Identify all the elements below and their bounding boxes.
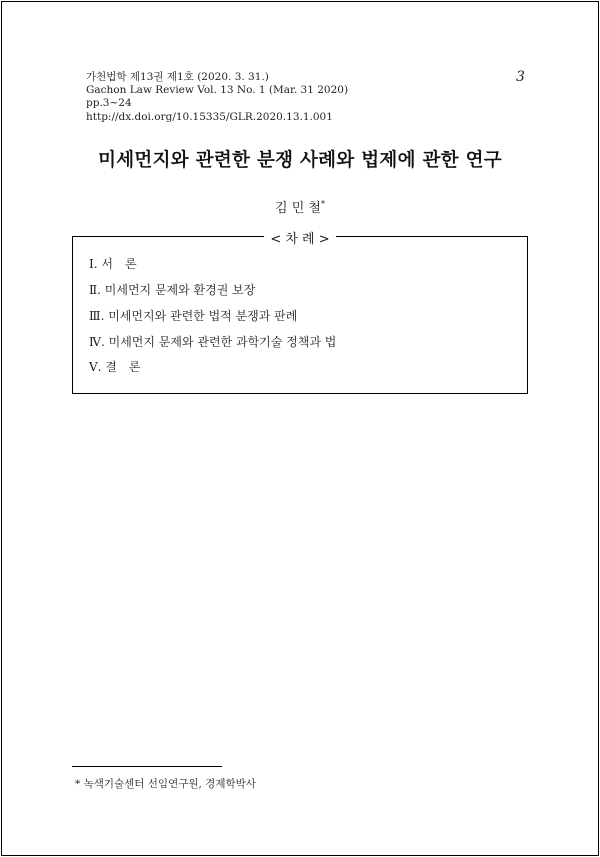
- toc-item-conclusion: Ⅴ. 결 론: [89, 360, 141, 374]
- page-border: [1, 1, 599, 856]
- journal-korean: 가천법학 제13권 제1호 (2020. 3. 31.): [86, 71, 269, 83]
- author-footnote: * 녹색기술센터 선임연구원, 경제학박사: [75, 778, 256, 790]
- toc-item-introduction: Ⅰ. 서 론: [89, 257, 137, 271]
- doi-link[interactable]: http://dx.doi.org/10.15335/GLR.2020.13.1.001: [86, 110, 333, 123]
- author-line: [0, 197, 600, 216]
- toc-item-science-policy: Ⅳ. 미세먼지 문제와 관련한 과학기술 정책과 법: [89, 335, 337, 349]
- page-number: 3: [516, 69, 525, 85]
- journal-english: Gachon Law Review Vol. 13 No. 1 (Mar. 31 2020): [86, 84, 349, 97]
- toc-item-legal-disputes: Ⅲ. 미세먼지와 관련한 법적 분쟁과 판례: [89, 309, 298, 323]
- toc-heading: [0, 228, 600, 248]
- footnote-divider: [72, 766, 222, 767]
- journal-header: [86, 71, 348, 124]
- author-name: 김 민 철: [275, 201, 321, 216]
- author-footnote-mark: *: [320, 199, 325, 209]
- paper-title: 미세먼지와 관련한 분쟁 사례와 법제에 관한 연구: [98, 150, 502, 171]
- page-range: pp.3~24: [86, 97, 132, 110]
- toc-heading-label: < 차 례 >: [264, 232, 335, 247]
- toc-item-environmental-rights: Ⅱ. 미세먼지 문제와 환경권 보장: [89, 283, 256, 297]
